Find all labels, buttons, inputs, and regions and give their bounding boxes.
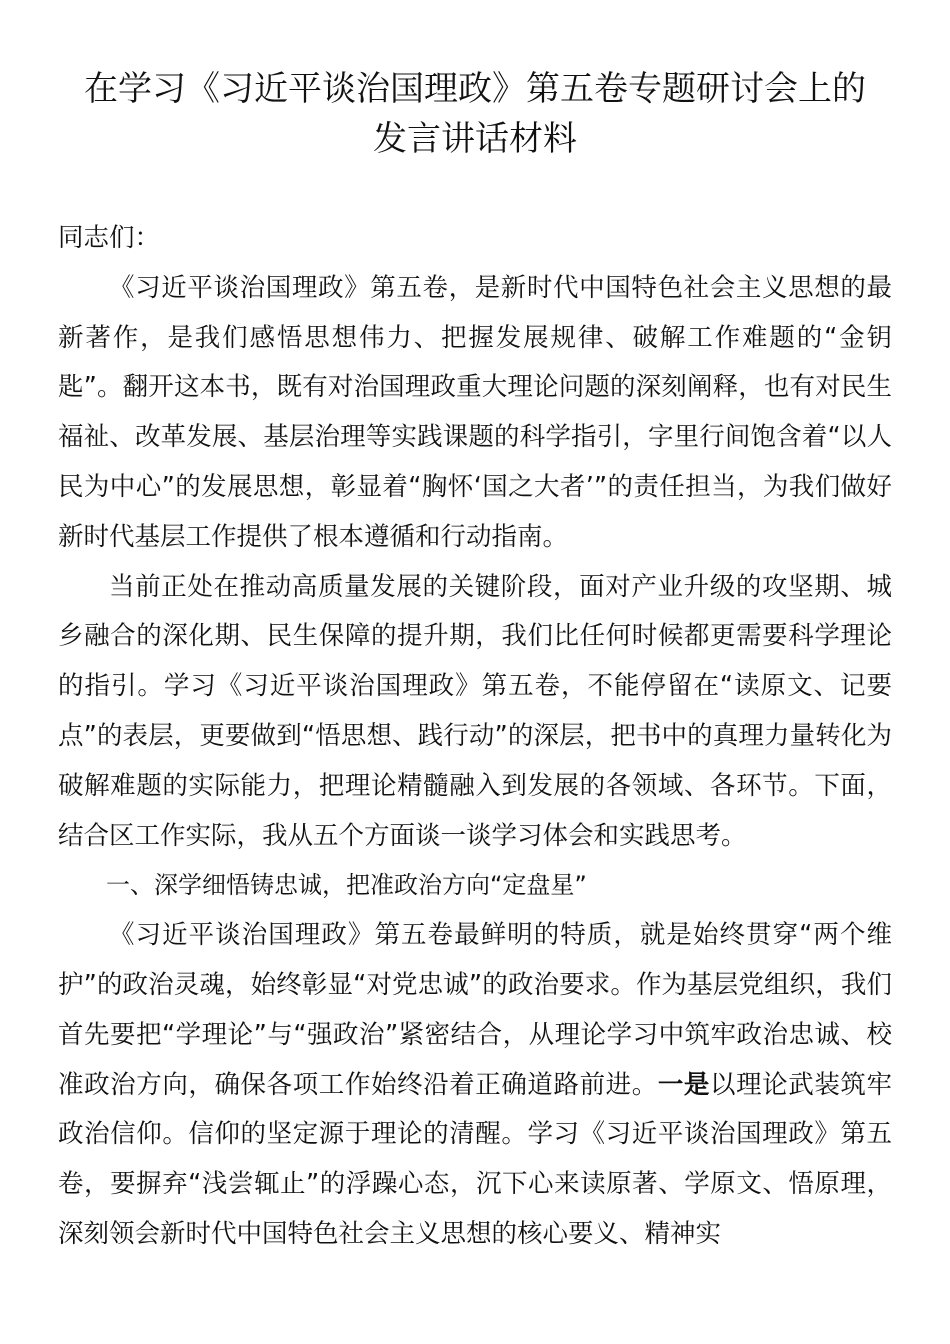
section-heading-1: 一、深学细悟铸忠诚，把准政治方向“定盘星”: [106, 871, 587, 900]
salutation: 同志们：: [58, 223, 161, 253]
point-one-label: 一是: [657, 1069, 710, 1100]
title-line-1: 在学习《习近平谈治国理政》第五卷专题研讨会上的: [84, 69, 866, 109]
title-line-2: 发言讲话材料: [373, 119, 577, 159]
document-title: [40, 64, 910, 164]
paragraph-context: 当前正处在推动高质量发展的关键阶段，面对产业升级的攻坚期、城乡融合的深化期、民生保障的提升期，我们比任何时候都更需要科学理论的指引。学习《习近平谈治国理政》第五卷，不能停留在“读原文、记要点”的表层，更要做到“悟思想、践行动”的深层，把书中的真理力量转化为破解难题的实际能力，把理论精髓融入到发展的各领域、各环节。下面，结合区工作实际，我从五个方面谈一谈学习体会和实践思考。: [58, 571, 892, 851]
document-body: [58, 214, 892, 1260]
paragraph-section-1-text-a: 《习近平谈治国理政》第五卷最鲜明的特质，就是始终贯穿“两个维护”的政治灵魂，始终彰显“对党忠诚”的政治要求。作为基层党组织，我们首先要把“学理论”与“强政治”紧密结合，从理论学习中筑牢政治忠诚、校准政治方向，确保各项工作始终沿着正确道路前进。: [58, 920, 892, 1100]
paragraph-section-1: [58, 911, 892, 1260]
paragraph-section-1-text-b: 以理论武装筑牢政治信仰。信仰的坚定源于理论的清醒。学习《习近平谈治国理政》第五卷，要摒弃“浅尝辄止”的浮躁心态，沉下心来读原著、学原文、悟原理，深刻领会新时代中国特色社会主义思想的核心要义、精神实: [58, 1069, 892, 1249]
paragraph-intro: 《习近平谈治国理政》第五卷，是新时代中国特色社会主义思想的最新著作，是我们感悟思想伟力、把握发展规律、破解工作难题的“金钥匙”。翻开这本书，既有对治国理政重大理论问题的深刻阐释，也有对民生福祉、改革发展、基层治理等实践课题的科学指引，字里行间饱含着“以人民为中心”的发展思想，彰显着“胸怀‘国之大者’”的责任担当，为我们做好新时代基层工作提供了根本遵循和行动指南。: [58, 272, 892, 552]
